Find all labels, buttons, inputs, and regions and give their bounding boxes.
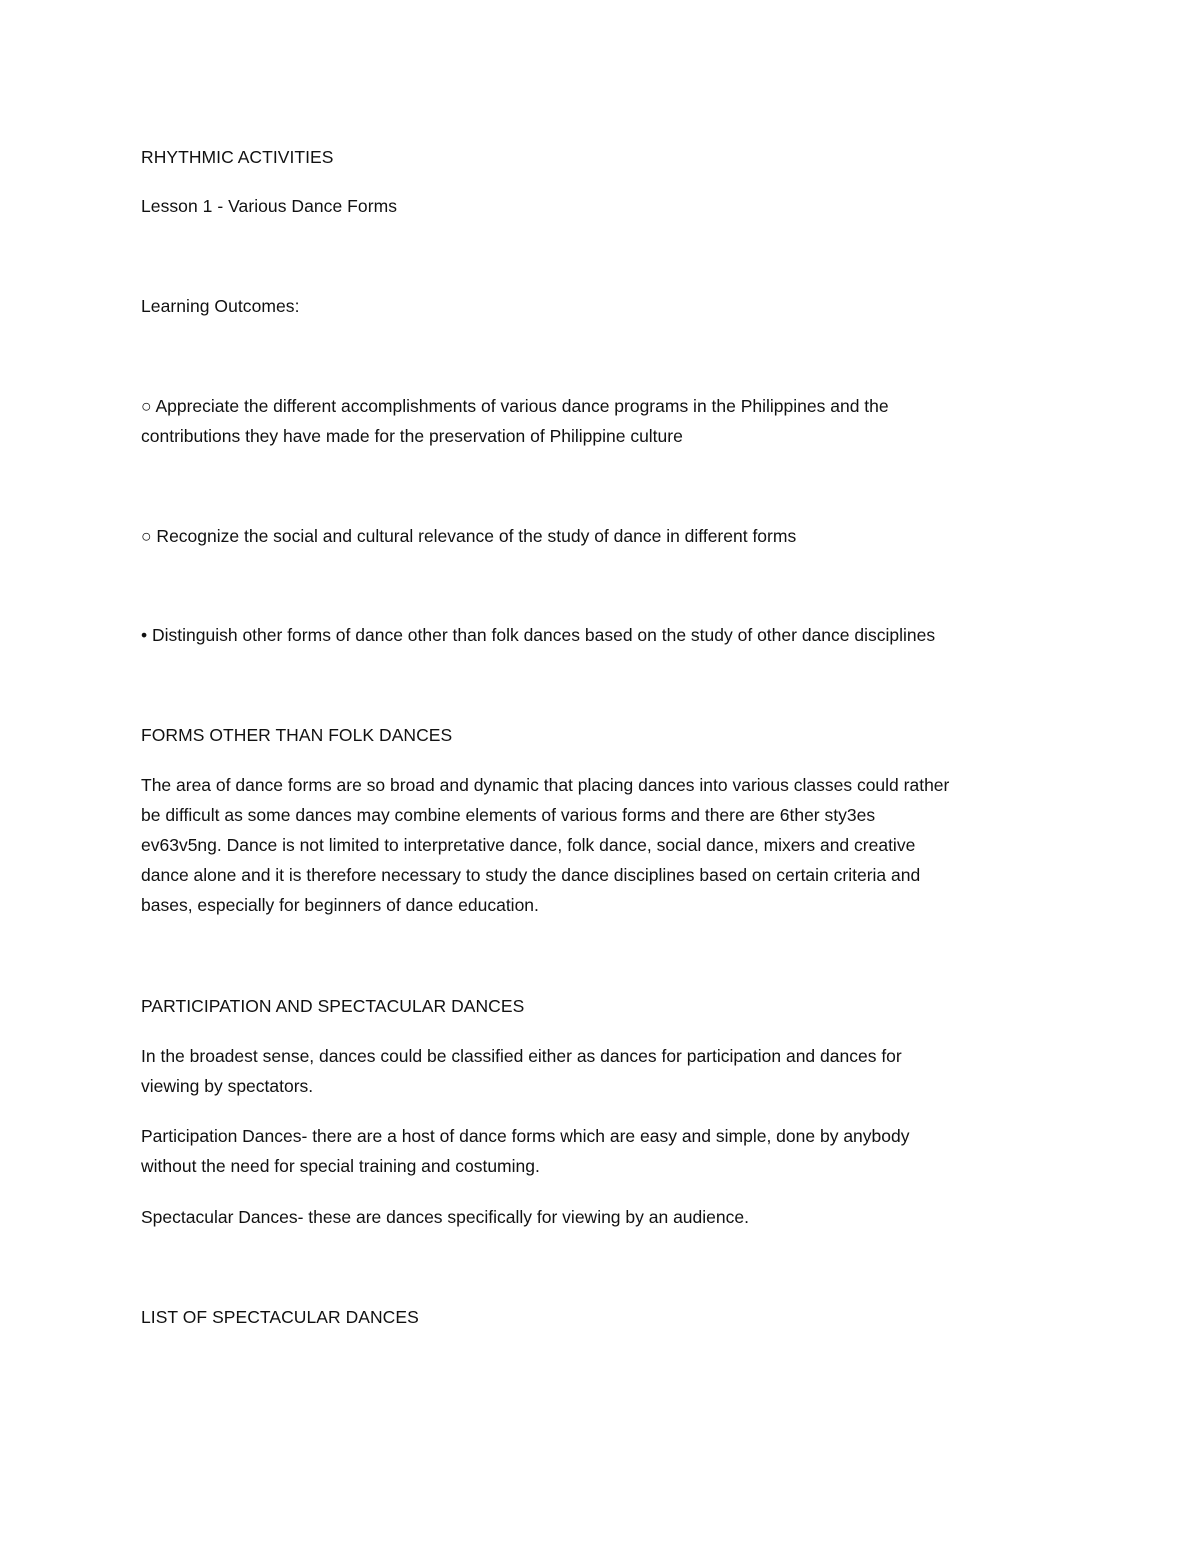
paragraph-line: viewing by spectators. bbox=[141, 1076, 314, 1096]
outcome-item bbox=[141, 620, 1051, 650]
paragraph-line: without the need for special training and costuming. bbox=[141, 1156, 540, 1176]
document-title: RHYTHMIC ACTIVITIES bbox=[141, 147, 334, 167]
lesson-title: Lesson 1 - Various Dance Forms bbox=[141, 196, 398, 216]
outcome-line: contributions they have made for the preservation of Philippine culture bbox=[141, 426, 683, 446]
section-heading-participation: PARTICIPATION AND SPECTACULAR DANCES bbox=[141, 996, 525, 1016]
paragraph-line: dance alone and it is therefore necessary to study the dance disciplines based on certain criteria and bbox=[141, 865, 921, 885]
paragraph-line: be difficult as some dances may combine elements of various forms and there are 6ther sty3es bbox=[141, 805, 876, 825]
outcome-line: ○ Recognize the social and cultural relevance of the study of dance in different forms bbox=[141, 526, 797, 546]
spectacular-dances-paragraph bbox=[141, 1202, 1051, 1232]
forms-paragraph bbox=[141, 770, 1051, 920]
paragraph-line: Participation Dances- there are a host of dance forms which are easy and simple, done by anybody bbox=[141, 1126, 910, 1146]
paragraph-line: bases, especially for beginners of dance education. bbox=[141, 895, 539, 915]
participation-dances-paragraph bbox=[141, 1121, 1051, 1181]
learning-outcomes-heading: Learning Outcomes: bbox=[141, 296, 300, 316]
paragraph-line: ev63v5ng. Dance is not limited to interpretative dance, folk dance, social dance, mixers and creative bbox=[141, 835, 916, 855]
paragraph-line: The area of dance forms are so broad and dynamic that placing dances into various classes could rather bbox=[141, 775, 950, 795]
outcome-line: ○ Appreciate the different accomplishments of various dance programs in the Philippines and the bbox=[141, 396, 889, 416]
outcome-line: • Distinguish other forms of dance other than folk dances based on the study of other dance disciplines bbox=[141, 625, 936, 645]
section-heading-list: LIST OF SPECTACULAR DANCES bbox=[141, 1307, 419, 1327]
outcome-item bbox=[141, 521, 1051, 551]
section-heading-forms: FORMS OTHER THAN FOLK DANCES bbox=[141, 725, 453, 745]
paragraph-line: Spectacular Dances- these are dances specifically for viewing by an audience. bbox=[141, 1207, 749, 1227]
participation-intro-paragraph bbox=[141, 1041, 1051, 1101]
paragraph-line: In the broadest sense, dances could be classified either as dances for participation and dances for bbox=[141, 1046, 902, 1066]
outcome-item bbox=[141, 391, 1051, 451]
